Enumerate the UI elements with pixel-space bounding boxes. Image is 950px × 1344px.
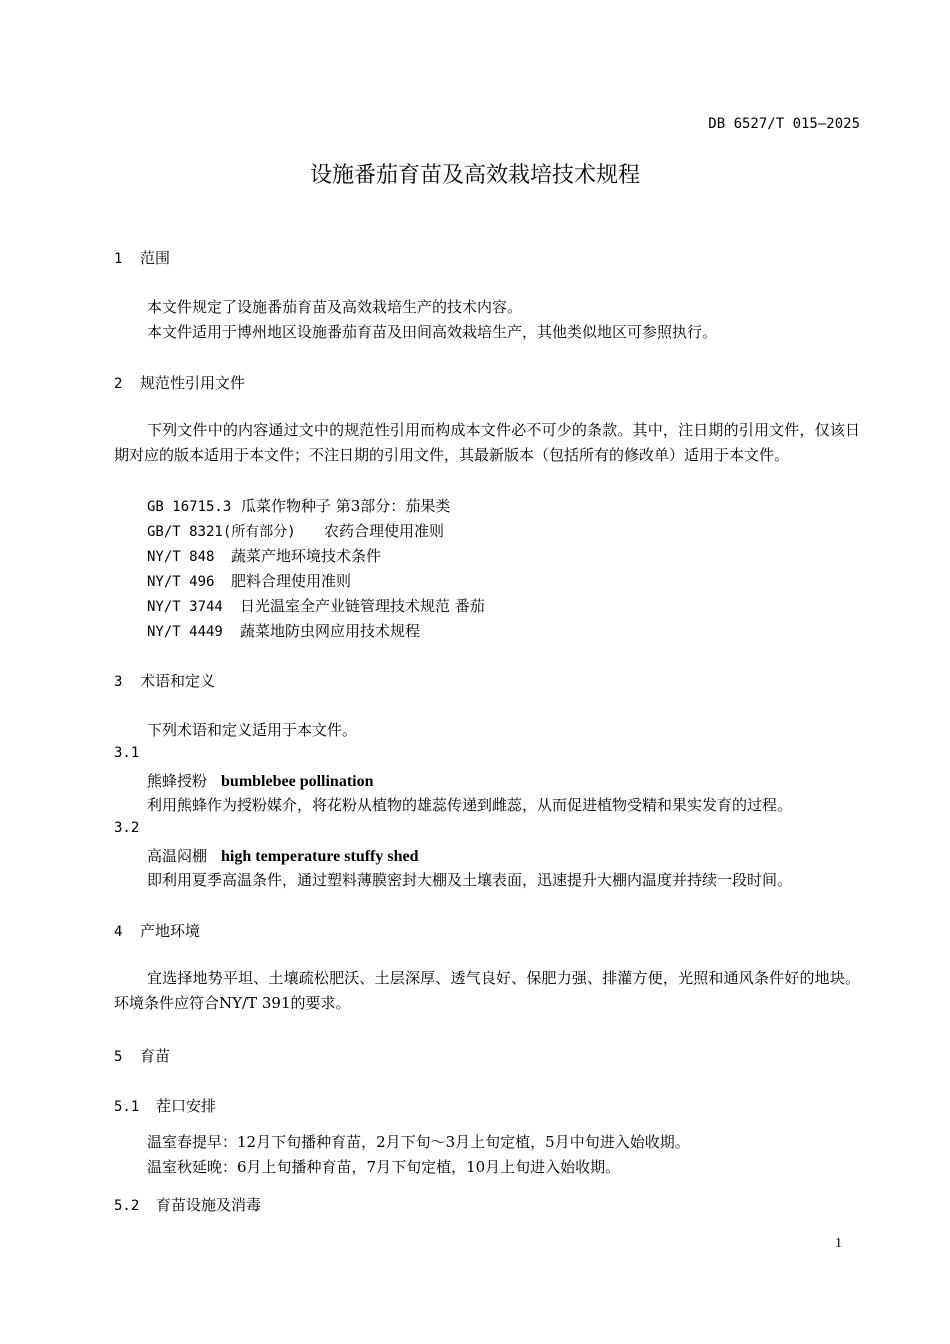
- paragraph: 下列文件中的内容通过文中的规范性引用而构成本文件必不可少的条款。其中，注日期的引用文件，仅该日期对应的版本适用于本文件；不注日期的引用文件，其最新版本（包括所有的修改单）适用于本文件。: [114, 421, 860, 464]
- term-english: bumblebee pollination: [221, 773, 374, 790]
- reference-item: [147, 495, 450, 516]
- section-number: 4: [114, 924, 123, 940]
- reference-name: 瓜菜作物种子 第3部分：茄果类: [241, 497, 451, 515]
- section-heading-2: [114, 372, 245, 393]
- paragraph: 宜选择地势平坦、土壤疏松肥沃、土层深厚、透气良好、保肥力强、排灌方便，光照和通风条件好的地块。环境条件应符合NY/T 391的要求。: [114, 969, 860, 1012]
- section-heading-1: [114, 247, 170, 268]
- section-title: 术语和定义: [140, 672, 216, 690]
- term-chinese: 高温闷棚: [147, 847, 208, 865]
- reference-item: [147, 545, 381, 566]
- section-number: 1: [114, 251, 123, 267]
- term-entry: [147, 845, 419, 866]
- reference-name: 日光温室全产业链管理技术规范 番茄: [240, 597, 485, 615]
- subsection-title: 育苗设施及消毒: [156, 1196, 262, 1214]
- reference-name: 蔬菜产地环境技术条件: [231, 547, 382, 565]
- term-chinese: 熊蜂授粉: [147, 772, 208, 790]
- paragraph: 下列术语和定义适用于本文件。: [147, 721, 358, 739]
- paragraph: 本文件规定了设施番茄育苗及高效栽培生产的技术内容。: [147, 298, 523, 316]
- section-title: 育苗: [140, 1047, 171, 1065]
- subsection-title: 茬口安排: [156, 1097, 217, 1115]
- reference-code: NY/T 3744: [147, 599, 223, 615]
- subsection-number: 5.1: [114, 1099, 140, 1115]
- term-number: 3.2: [114, 820, 140, 836]
- subsection-number: 5.2: [114, 1198, 140, 1214]
- term-definition: 即利用夏季高温条件，通过塑料薄膜密封大棚及土壤表面，迅速提升大棚内温度并持续一段时间。: [147, 871, 793, 889]
- section-heading-4: [114, 920, 200, 941]
- reference-item: [147, 520, 444, 541]
- subsection-heading-5-2: [114, 1194, 261, 1215]
- reference-code: NY/T 496: [147, 574, 215, 590]
- reference-name: 农药合理使用准则: [324, 522, 445, 540]
- section-number: 2: [114, 376, 123, 392]
- term-number: 3.1: [114, 745, 140, 761]
- reference-item: [147, 595, 485, 616]
- reference-code: NY/T 4449: [147, 624, 223, 640]
- section-number: 3: [114, 674, 123, 690]
- document-number: DB 6527/T 015—2025: [708, 116, 860, 132]
- reference-name: 肥料合理使用准则: [231, 572, 352, 590]
- subsection-heading-5-1: [114, 1095, 216, 1116]
- term-entry: [147, 770, 374, 791]
- page-title: 设施番茄育苗及高效栽培技术规程: [309, 163, 640, 188]
- reference-code: GB/T 8321(所有部分): [147, 524, 296, 540]
- paragraph: 温室春提早：12月下旬播种育苗，2月下旬～3月上旬定植，5月中旬进入始收期。: [147, 1133, 690, 1151]
- term-definition: 利用熊蜂作为授粉媒介，将花粉从植物的雄蕊传递到雌蕊，从而促进植物受精和果实发育的过程。: [147, 796, 793, 814]
- reference-code: NY/T 848: [147, 549, 215, 565]
- term-english: high temperature stuffy shed: [221, 848, 419, 865]
- section-title: 规范性引用文件: [140, 374, 246, 392]
- paragraph: 温室秋延晚：6月上旬播种育苗，7月下旬定植，10月上旬进入始收期。: [147, 1158, 621, 1176]
- reference-code: GB 16715.3: [147, 499, 232, 515]
- section-title: 产地环境: [140, 922, 201, 940]
- reference-item: [147, 620, 420, 641]
- section-heading-3: [114, 670, 215, 691]
- page-number: 1: [835, 1236, 842, 1251]
- section-heading-5: [114, 1045, 170, 1066]
- section-number: 5: [114, 1049, 123, 1065]
- section-title: 范围: [140, 249, 171, 267]
- reference-item: [147, 570, 351, 591]
- paragraph: 本文件适用于博州地区设施番茄育苗及田间高效栽培生产，其他类似地区可参照执行。: [147, 323, 718, 341]
- reference-name: 蔬菜地防虫网应用技术规程: [240, 622, 421, 640]
